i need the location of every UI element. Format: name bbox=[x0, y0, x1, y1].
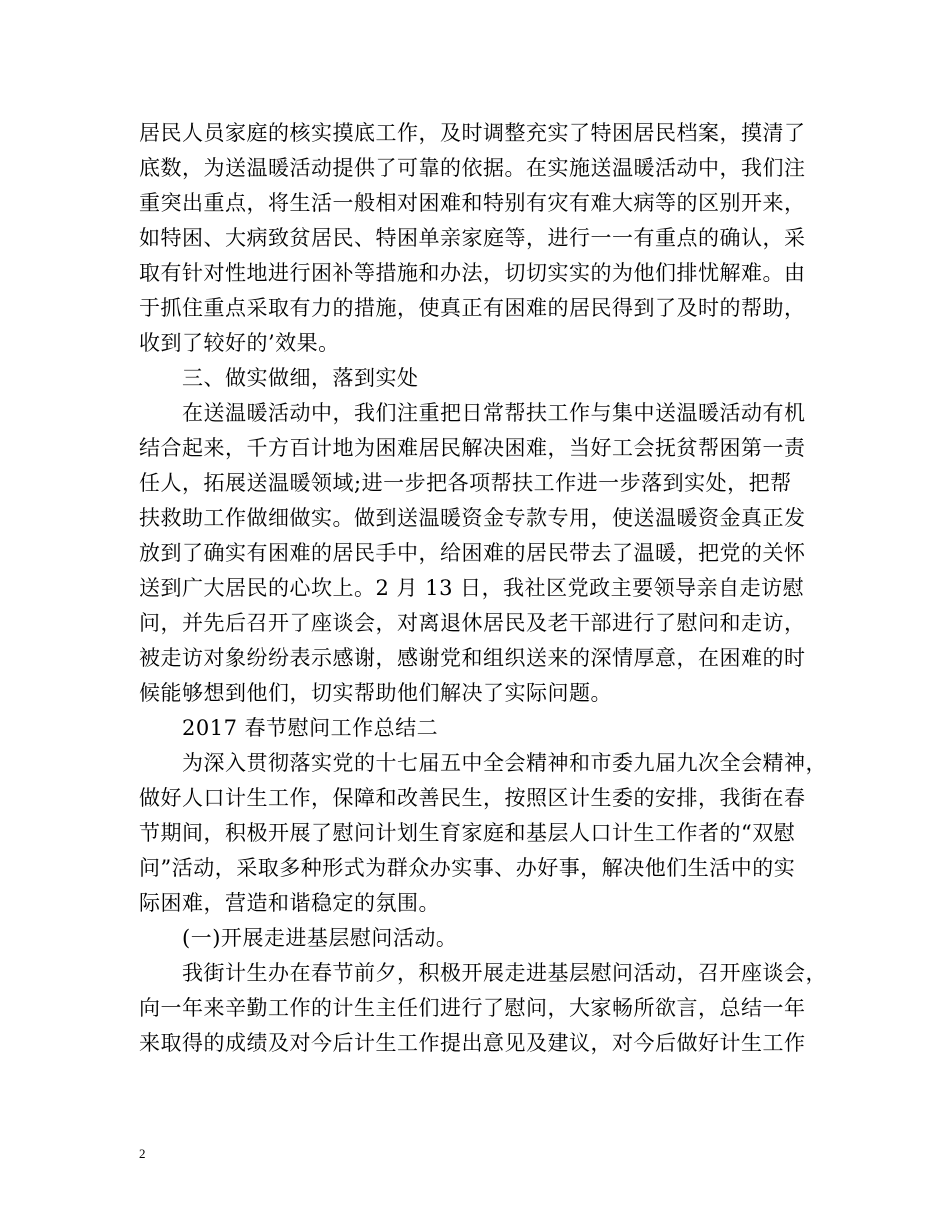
text-line: 任人，拓展送温暖领域;进一步把各项帮扶工作进一步落到实处，把帮 bbox=[139, 471, 792, 495]
text-line: 取有针对性地进行困补等措施和办法，切切实实的为他们排忧解难。由 bbox=[139, 261, 806, 285]
text-line: 我街计生办在春节前夕，积极开展走进基层慰问活动，召开座谈会， bbox=[182, 961, 827, 985]
text-line: 节期间，积极开展了慰问计划生育家庭和基层人口计生工作者的“双慰 bbox=[139, 821, 796, 845]
text-line: 于抓住重点采取有力的措施，使真正有困难的居民得到了及时的帮助， bbox=[139, 296, 806, 320]
text-line: 向一年来辛勤工作的计生主任们进行了慰问，大家畅所欲言，总结一年 bbox=[139, 996, 806, 1020]
section-heading: 三、做实做细，落到实处 bbox=[182, 366, 419, 390]
text-line: 际困难，营造和谐稳定的氛围。 bbox=[139, 891, 440, 915]
text-line: 结合起来，千方百计地为困难居民解决困难，当好工会抚贫帮困第一责 bbox=[139, 436, 806, 460]
text-line: 送到广大居民的心坎上。2 月 13 日，我社区党政主要领导亲自走访慰 bbox=[139, 576, 805, 600]
text-line: 如特困、大病致贫居民、特困单亲家庭等，进行一一有重点的确认，采 bbox=[139, 226, 806, 250]
section-heading: 2017 春节慰问工作总结二 bbox=[182, 716, 439, 740]
text-line: 来取得的成绩及对今后计生工作提出意见及建议，对今后做好计生工作 bbox=[139, 1031, 806, 1055]
text-line: 候能够想到他们，切实帮助他们解决了实际问题。 bbox=[139, 681, 612, 705]
text-line: 为深入贯彻落实党的十七届五中全会精神和市委九届九次全会精神， bbox=[182, 751, 827, 775]
text-line: 做好人口计生工作，保障和改善民生，按照区计生委的安排，我街在春 bbox=[139, 786, 806, 810]
section-heading: (一)开展走进基层慰问活动。 bbox=[182, 926, 458, 950]
text-line: 底数，为送温暖活动提供了可靠的依据。在实施送温暖活动中，我们注 bbox=[139, 156, 806, 180]
text-line: 放到了确实有困难的居民手中，给困难的居民带去了温暖，把党的关怀 bbox=[139, 541, 806, 565]
text-line: 在送温暖活动中，我们注重把日常帮扶工作与集中送温暖活动有机 bbox=[182, 401, 806, 425]
text-line: 收到了较好的’效果。 bbox=[139, 331, 340, 355]
text-line: 问，并先后召开了座谈会，对离退休居民及老干部进行了慰问和走访， bbox=[139, 611, 806, 635]
text-line: 问”活动，采取多种形式为群众办实事、办好事，解决他们生活中的实 bbox=[139, 856, 796, 880]
page-number: 2 bbox=[139, 1146, 146, 1161]
text-line: 居民人员家庭的核实摸底工作，及时调整充实了特困居民档案，摸清了 bbox=[139, 121, 806, 145]
text-line: 扶救助工作做细做实。做到送温暖资金专款专用，使送温暖资金真正发 bbox=[139, 506, 806, 530]
text-line: 重突出重点，将生活一般相对困难和特别有灾有难大病等的区别开来， bbox=[139, 191, 806, 215]
text-line: 被走访对象纷纷表示感谢，感谢党和组织送来的深情厚意，在困难的时 bbox=[139, 646, 806, 670]
